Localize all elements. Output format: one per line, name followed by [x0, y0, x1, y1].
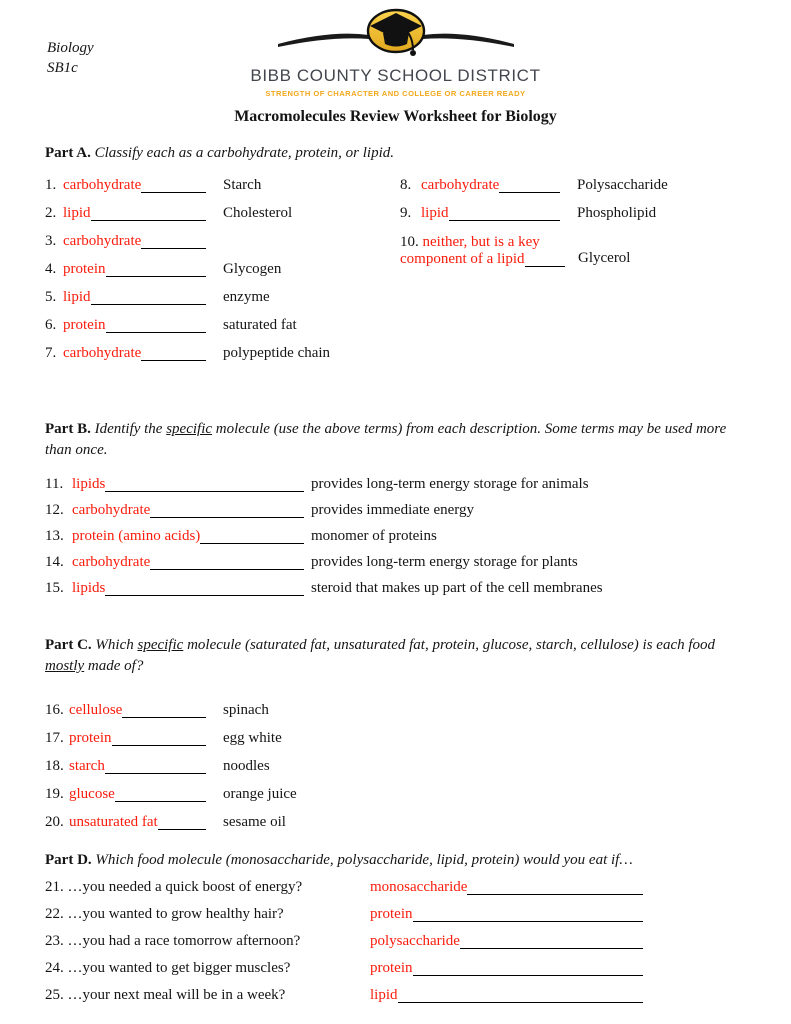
- answer-zone: [63, 317, 206, 334]
- part-c-body: [45, 702, 746, 831]
- answer-text: polysaccharide: [370, 933, 460, 949]
- answer-zone: [69, 730, 206, 747]
- worksheet-item-15: [45, 580, 746, 597]
- item-question: [45, 906, 370, 923]
- answer-blank-line: [91, 302, 206, 305]
- answer-zone: [370, 906, 643, 923]
- item-number: 24.: [45, 960, 64, 976]
- answer-blank-line: [413, 919, 644, 922]
- item-description: steroid that makes up part of the cell membranes: [311, 580, 603, 596]
- page-title: Macromolecules Review Worksheet for Biology: [234, 108, 557, 125]
- answer-zone: [69, 758, 206, 775]
- worksheet-item-2: [45, 205, 400, 222]
- answer-zone: [72, 580, 304, 597]
- worksheet-item-23: [45, 933, 746, 950]
- swoosh-left: [278, 34, 369, 47]
- answer-blank-line: [141, 246, 206, 249]
- worksheet-item-14: [45, 554, 746, 571]
- answer-zone: [69, 702, 206, 719]
- item-term: Starch: [223, 177, 262, 193]
- answer-zone: [63, 177, 206, 194]
- answer-blank-line: [115, 799, 206, 802]
- worksheet-item-8: [400, 177, 668, 194]
- answer-text: lipids: [72, 580, 106, 596]
- part-d-heading: [45, 850, 746, 871]
- answer-blank-line: [141, 190, 206, 193]
- worksheet-item-13: [45, 528, 746, 545]
- course-name: Biology: [47, 40, 94, 56]
- item-number: 9.: [400, 205, 412, 221]
- district-tagline: STRENGTH OF CHARACTER AND COLLEGE OR CAREER READY: [265, 89, 526, 98]
- worksheet-item-1: [45, 177, 400, 194]
- item-number: 16.: [45, 702, 64, 718]
- answer-text: component of a lipid: [400, 251, 525, 267]
- answer-blank-line: [200, 541, 304, 544]
- answer-text: protein: [63, 261, 106, 277]
- worksheet-item-22: [45, 906, 746, 923]
- item-number: 14.: [45, 554, 64, 570]
- answer-text: glucose: [69, 786, 115, 802]
- worksheet-item-10: [400, 233, 660, 268]
- answer-blank-line: [112, 743, 207, 746]
- item-number: 8.: [400, 177, 412, 193]
- answer-zone: [421, 177, 560, 194]
- course-code: SB1c: [47, 60, 78, 76]
- item-number: 18.: [45, 758, 64, 774]
- item-number: 23.: [45, 933, 64, 949]
- part-d-instructions: Which food molecule (monosaccharide, polysaccharide, lipid, protein) would you eat if…: [95, 852, 633, 868]
- answer-text: lipid: [421, 205, 449, 221]
- answer-blank-line: [105, 593, 304, 596]
- item-number: 17.: [45, 730, 64, 746]
- instruction-text: molecule (saturated fat, unsaturated fat, protein, glucose, starch, cellulose) is each food: [183, 637, 716, 653]
- answer-text: starch: [69, 758, 105, 774]
- item-number: 1.: [45, 177, 57, 193]
- item-term: Glycogen: [223, 261, 282, 277]
- answer-text: carbohydrate: [63, 345, 142, 361]
- worksheet-item-9: [400, 205, 668, 222]
- question-text: …you needed a quick boost of energy?: [67, 879, 303, 895]
- worksheet-item-6: [45, 317, 400, 334]
- part-a-instructions: Classify each as a carbohydrate, protein, or lipid.: [94, 145, 394, 161]
- answer-text: neither, but is a key: [422, 234, 540, 250]
- answer-blank-line: [105, 771, 206, 774]
- instruction-text: Identify the: [94, 421, 167, 437]
- item-description: provides immediate energy: [311, 502, 475, 518]
- item-number: 25.: [45, 987, 64, 1003]
- answer-blank-line: [150, 567, 304, 570]
- item-number: 15.: [45, 580, 64, 596]
- answer-blank-line: [449, 218, 560, 221]
- item-description: provides long-term energy storage for animals: [311, 476, 589, 492]
- answer-text: unsaturated fat: [69, 814, 158, 830]
- item-term: polypeptide chain: [223, 345, 331, 361]
- worksheet-item-16: [45, 702, 746, 719]
- item-number: 22.: [45, 906, 64, 922]
- question-text: …your next meal will be in a week?: [67, 987, 286, 1003]
- item-question: [45, 933, 370, 950]
- worksheet-item-17: [45, 730, 746, 747]
- part-b-label: Part B.: [45, 421, 91, 437]
- worksheet-item-12: [45, 502, 746, 519]
- answer-text: lipid: [370, 987, 398, 1003]
- item-term: noodles: [223, 758, 270, 774]
- answer-blank-line: [150, 515, 304, 518]
- part-b-instructions: [45, 421, 726, 458]
- answer-zone: [370, 987, 643, 1004]
- answer-line-1: [400, 233, 588, 251]
- question-text: …you wanted to grow healthy hair?: [67, 906, 284, 922]
- answer-zone: [72, 502, 304, 519]
- answer-zone: [72, 476, 304, 493]
- question-text: …you wanted to get bigger muscles?: [67, 960, 291, 976]
- item-term: orange juice: [223, 786, 297, 802]
- instruction-text: made of?: [84, 658, 144, 674]
- answer-blank-line: [122, 715, 206, 718]
- underlined-word: specific: [166, 421, 213, 437]
- item-term: Cholesterol: [223, 205, 293, 221]
- item-number: 4.: [45, 261, 57, 277]
- underlined-word: specific: [137, 637, 184, 653]
- item-term: egg white: [223, 730, 282, 746]
- swoosh-right: [423, 34, 514, 47]
- worksheet-item-4: [45, 261, 400, 278]
- part-d-body: [45, 879, 746, 1004]
- answer-text: carbohydrate: [63, 233, 142, 249]
- item-description: monomer of proteins: [311, 528, 437, 544]
- answer-text: carbohydrate: [72, 554, 151, 570]
- district-name: BIBB COUNTY SCHOOL DISTRICT: [250, 66, 541, 85]
- underlined-word: mostly: [45, 658, 85, 674]
- part-b-body: [45, 476, 746, 597]
- answer-blank-line: [158, 827, 206, 830]
- answer-text: protein: [69, 730, 112, 746]
- part-d-label: Part D.: [45, 852, 92, 868]
- answer-text: protein: [370, 960, 413, 976]
- answer-blank-line: [141, 358, 206, 361]
- answer-text: lipids: [72, 476, 106, 492]
- instruction-text: molecule (use the above terms) from each description. Some terms may be used more than once.: [45, 421, 727, 458]
- part-a-left-column: [45, 177, 400, 373]
- answer-zone: [400, 233, 588, 268]
- instruction-text: Which: [95, 637, 138, 653]
- item-question: [45, 879, 370, 896]
- answer-blank-line: [413, 973, 644, 976]
- worksheet-item-11: [45, 476, 746, 493]
- answer-blank-line: [398, 1000, 643, 1003]
- answer-zone: [370, 879, 643, 896]
- answer-zone: [63, 233, 206, 250]
- item-term: enzyme: [223, 289, 270, 305]
- answer-zone: [63, 345, 206, 362]
- item-term: saturated fat: [223, 317, 297, 333]
- worksheet-item-21: [45, 879, 746, 896]
- worksheet-item-3: [45, 233, 400, 250]
- item-description: provides long-term energy storage for plants: [311, 554, 578, 570]
- graduation-cap-icon: [271, 8, 521, 58]
- answer-blank-line: [499, 190, 560, 193]
- answer-zone: [63, 261, 206, 278]
- answer-blank-line: [106, 330, 207, 333]
- answer-zone: [69, 814, 206, 831]
- item-term: Glycerol: [578, 250, 631, 266]
- worksheet-item-19: [45, 786, 746, 803]
- answer-zone: [421, 205, 560, 222]
- answer-blank-line: [106, 274, 207, 277]
- answer-text: protein: [63, 317, 106, 333]
- answer-blank-line: [460, 946, 643, 949]
- item-term: sesame oil: [223, 814, 286, 830]
- course-block: [47, 38, 94, 78]
- worksheet-item-5: [45, 289, 400, 306]
- answer-blank-line: [91, 218, 206, 221]
- answer-text: lipid: [63, 289, 91, 305]
- item-term: spinach: [223, 702, 269, 718]
- item-number: 10.: [400, 234, 423, 250]
- item-number: 20.: [45, 814, 64, 830]
- item-term: Phospholipid: [577, 205, 657, 221]
- worksheet-item-24: [45, 960, 746, 977]
- item-question: [45, 960, 370, 977]
- worksheet-item-7: [45, 345, 400, 362]
- answer-blank-line: [105, 489, 304, 492]
- answer-zone: [63, 205, 206, 222]
- answer-zone: [72, 554, 304, 571]
- item-number: 11.: [45, 476, 64, 492]
- answer-zone: [72, 528, 304, 545]
- worksheet-item-25: [45, 987, 746, 1004]
- item-number: 3.: [45, 233, 57, 249]
- part-a-heading: [45, 143, 746, 164]
- part-b-heading: [45, 419, 746, 461]
- part-a-body: [45, 177, 746, 373]
- item-number: 19.: [45, 786, 64, 802]
- answer-text: protein: [370, 906, 413, 922]
- item-number: 13.: [45, 528, 64, 544]
- part-c-instructions: [45, 637, 715, 674]
- answer-zone: [370, 933, 643, 950]
- item-number: 7.: [45, 345, 57, 361]
- item-number: 6.: [45, 317, 57, 333]
- answer-text: lipid: [63, 205, 91, 221]
- answer-zone: [63, 289, 206, 306]
- worksheet-item-20: [45, 814, 746, 831]
- answer-blank-line: [467, 892, 643, 895]
- answer-text: carbohydrate: [72, 502, 151, 518]
- item-number: 12.: [45, 502, 64, 518]
- answer-text: carbohydrate: [421, 177, 500, 193]
- item-number: 21.: [45, 879, 64, 895]
- part-c-label: Part C.: [45, 637, 92, 653]
- part-a-label: Part A.: [45, 145, 91, 161]
- worksheet-item-18: [45, 758, 746, 775]
- answer-line-2: [400, 251, 588, 268]
- answer-zone: [69, 786, 206, 803]
- item-number: 2.: [45, 205, 57, 221]
- item-term: Polysaccharide: [577, 177, 668, 193]
- answer-zone: [370, 960, 643, 977]
- district-logo: [236, 0, 556, 98]
- answer-text: protein (amino acids): [72, 528, 201, 544]
- part-a-right-column: [400, 177, 668, 373]
- item-number: 5.: [45, 289, 57, 305]
- answer-text: carbohydrate: [63, 177, 142, 193]
- answer-text: cellulose: [69, 702, 123, 718]
- part-c-heading: [45, 635, 746, 677]
- answer-blank-line: [525, 264, 565, 267]
- answer-text: monosaccharide: [370, 879, 468, 895]
- item-question: [45, 987, 370, 1004]
- question-text: …you had a race tomorrow afternoon?: [67, 933, 301, 949]
